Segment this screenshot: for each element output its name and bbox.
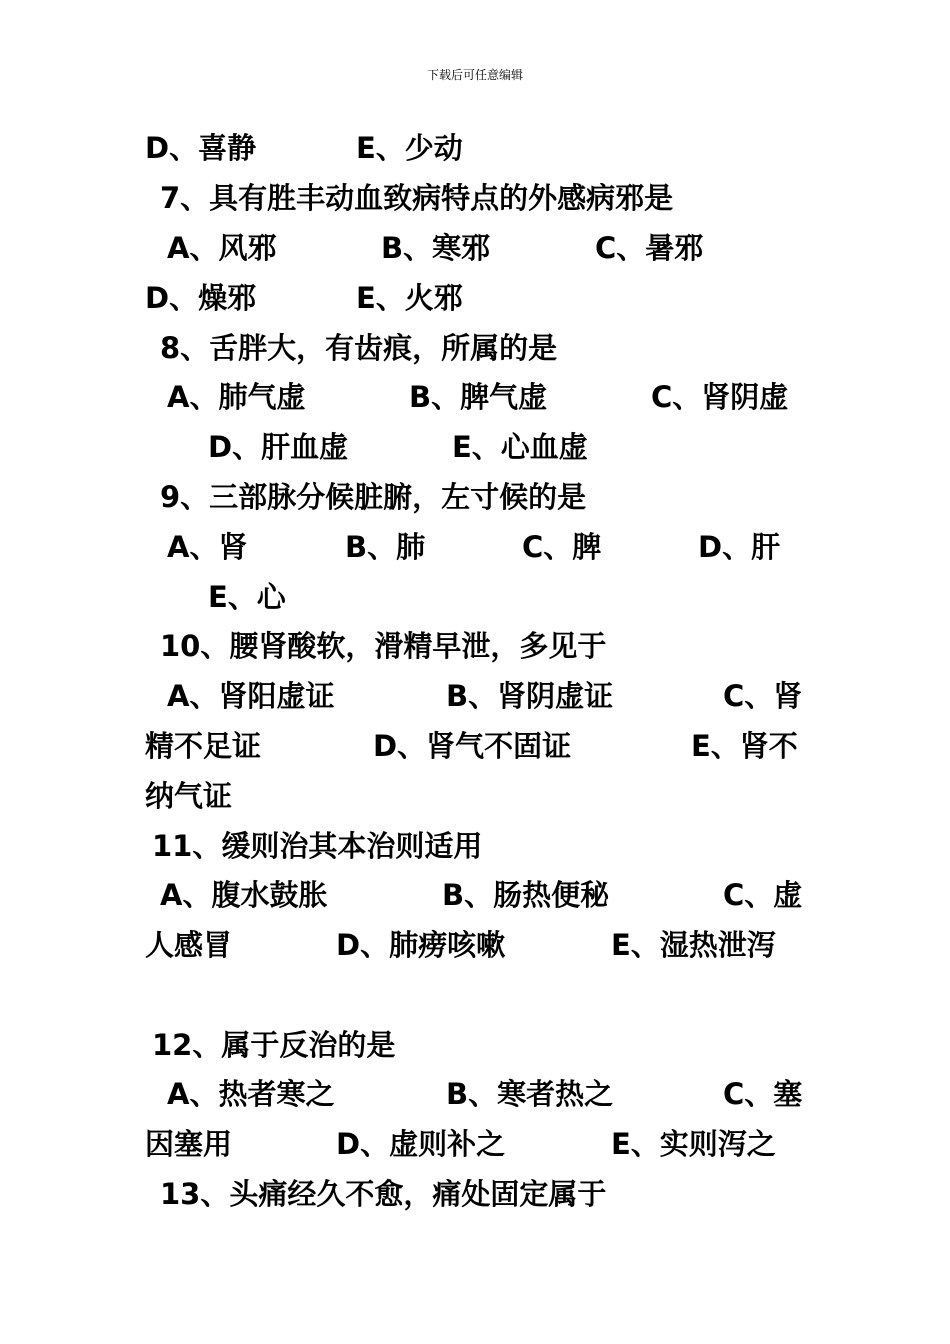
option-a: A、热者寒之 (167, 1077, 335, 1111)
option-a: A、风邪 (167, 231, 277, 265)
option-d: D、肺痨咳嗽 (336, 928, 506, 962)
option-c-cont: 人感冒 (145, 928, 233, 962)
option-a: A、肾 (167, 530, 248, 564)
option-e: E、心血虚 (452, 430, 588, 464)
option-d: D、燥邪 (145, 281, 257, 315)
question-text: 9、三部脉分候脏腑，左寸候的是 (160, 480, 587, 514)
option-d: D、肝 (698, 530, 781, 564)
option-d: D、喜静 (145, 131, 257, 165)
option-e-cont: 纳气证 (145, 779, 233, 813)
option-c: C、肾 (723, 679, 803, 713)
option-c: C、虚 (723, 878, 803, 912)
option-e: E、心 (208, 580, 286, 614)
option-e: E、实则泻之 (611, 1127, 776, 1161)
option-c-cont: 精不足证 (145, 729, 262, 763)
option-c: C、塞 (723, 1077, 803, 1111)
option-c: C、肾阴虚 (651, 380, 789, 414)
question-text: 12、属于反治的是 (152, 1028, 396, 1062)
question-text: 7、具有胜丰动血致病特点的外感病邪是 (160, 181, 674, 215)
option-b: B、肺 (345, 530, 426, 564)
option-e: E、火邪 (356, 281, 463, 315)
option-d: D、肾气不固证 (373, 729, 572, 763)
option-b: B、脾气虚 (409, 380, 548, 414)
option-d: D、肝血虚 (208, 430, 349, 464)
option-e: E、肾不 (691, 729, 798, 763)
option-a: A、腹水鼓胀 (160, 878, 328, 912)
option-d: D、虚则补之 (336, 1127, 506, 1161)
question-text: 8、舌胖大，有齿痕，所属的是 (160, 331, 558, 365)
option-c-cont: 因塞用 (145, 1127, 233, 1161)
option-e: E、少动 (356, 131, 463, 165)
option-b: B、肾阴虚证 (446, 679, 614, 713)
option-a: A、肾阳虚证 (167, 679, 335, 713)
option-c: C、脾 (522, 530, 602, 564)
option-b: B、肠热便秘 (442, 878, 610, 912)
option-e: E、湿热泄泻 (611, 928, 776, 962)
option-b: B、寒者热之 (446, 1077, 614, 1111)
option-b: B、寒邪 (381, 231, 491, 265)
question-text: 13、头痛经久不愈，痛处固定属于 (160, 1177, 607, 1211)
question-text: 11、缓则治其本治则适用 (152, 829, 483, 863)
page-header: 下载后可任意编辑 (426, 68, 523, 82)
option-c: C、暑邪 (595, 231, 704, 265)
question-text: 10、腰肾酸软，滑精早泄，多见于 (160, 629, 607, 663)
option-a: A、肺气虚 (167, 380, 306, 414)
